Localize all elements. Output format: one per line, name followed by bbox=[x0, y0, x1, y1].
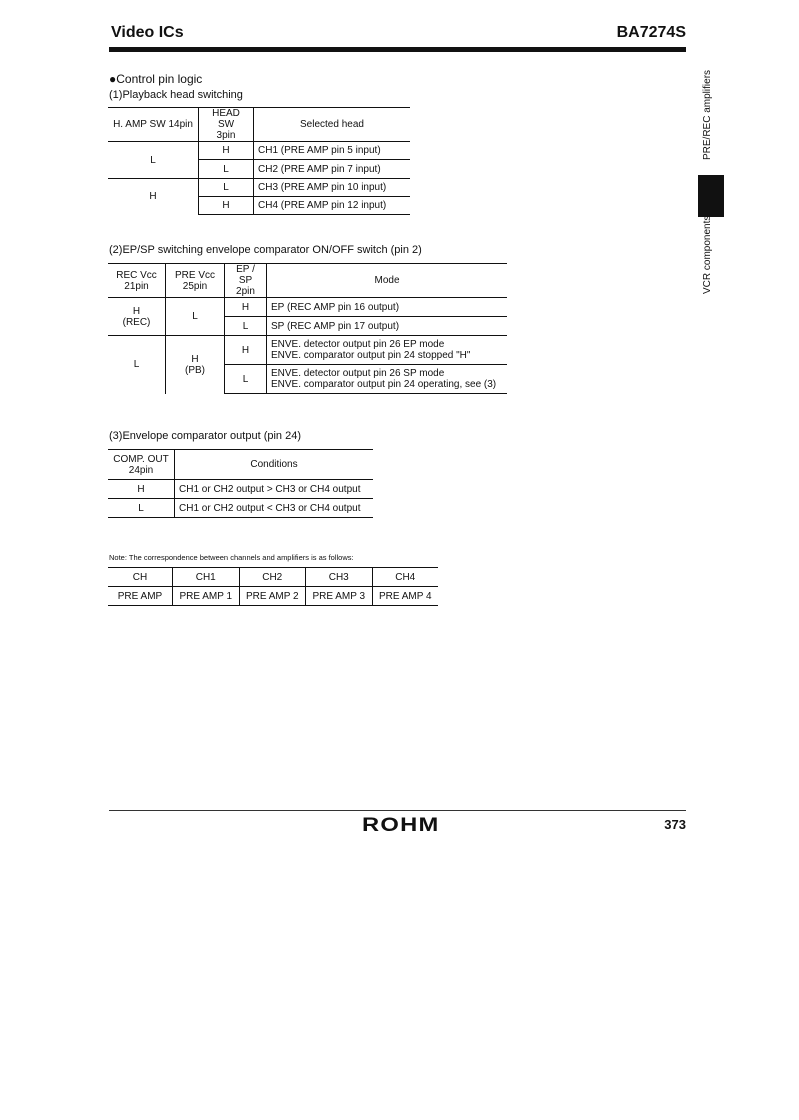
t3-header-conditions: Conditions bbox=[175, 450, 374, 480]
t2-mode-line: ENVE. comparator output pin 24 operating, see (3) bbox=[271, 379, 497, 390]
side-tab-marker bbox=[698, 175, 724, 217]
t3-header-comp bbox=[108, 450, 175, 480]
t2-pre-g2b: (PB) bbox=[185, 364, 205, 376]
table-cell: CH1 or CH2 output < CH3 or CH4 output bbox=[175, 499, 374, 518]
table-playback-head-switching bbox=[108, 107, 410, 215]
t3-header-comp-b: 24pin bbox=[128, 464, 154, 476]
t1-header-head-sw-b: 3pin bbox=[216, 130, 236, 141]
table-cell: SP (REC AMP pin 17 output) bbox=[267, 317, 508, 336]
table-cell: H bbox=[199, 197, 254, 215]
t1-group-l: L bbox=[108, 142, 199, 179]
t2-header-pre-b: 25pin bbox=[182, 280, 208, 292]
table-cell: L bbox=[225, 317, 267, 336]
t1-header-head-sw bbox=[199, 108, 254, 142]
t1-header-selected: Selected head bbox=[254, 108, 411, 142]
table-envelope-comparator bbox=[108, 449, 373, 518]
t2-mode-line: ENVE. detector output pin 26 SP mode bbox=[271, 368, 445, 379]
table-cell: CH2 bbox=[239, 568, 306, 587]
t2-pre-g2a: H bbox=[191, 353, 199, 365]
footer-rule bbox=[109, 810, 686, 811]
side-tab-pre-rec: PRE/REC amplifiers bbox=[702, 69, 713, 160]
table-cell-two-line bbox=[267, 336, 508, 365]
table-cell: H bbox=[199, 142, 254, 160]
t2-mode-line: ENVE. comparator output pin 24 stopped "H" bbox=[271, 350, 471, 361]
side-tab-vcr: VCR components bbox=[702, 215, 713, 294]
t2-rec-g1a: H bbox=[132, 305, 141, 317]
table-cell-two-line bbox=[267, 365, 508, 394]
t2-header-epsp bbox=[225, 264, 267, 298]
table-cell: L bbox=[199, 179, 254, 197]
rohm-logo: ROHM bbox=[362, 815, 440, 836]
table1-title: (1)Playback head switching bbox=[109, 89, 243, 101]
t1-header-head-sw-a: HEAD SW bbox=[212, 108, 240, 130]
note-text: Note: The correspondence between channels and amplifiers is as follows: bbox=[109, 553, 354, 562]
t2-rec-group-2: L bbox=[108, 336, 166, 394]
t3-header-comp-a: COMP. OUT bbox=[113, 453, 169, 465]
t2-header-rec-a: REC Vcc bbox=[116, 269, 157, 281]
table-cell: CH2 (PRE AMP pin 7 input) bbox=[254, 160, 411, 179]
table-ep-sp-switching bbox=[108, 263, 507, 394]
t2-pre-group-2 bbox=[166, 336, 225, 394]
header-part-number: BA7274S bbox=[616, 24, 686, 41]
table-cell: CH1 bbox=[173, 568, 240, 587]
table-cell: EP (REC AMP pin 16 output) bbox=[271, 301, 400, 313]
t2-header-epsp-b: 2pin bbox=[236, 286, 255, 297]
t2-mode-line: ENVE. detector output pin 26 EP mode bbox=[271, 339, 445, 350]
t2-header-rec bbox=[108, 264, 166, 298]
t2-header-epsp-a: EP / SP bbox=[236, 264, 255, 286]
t2-header-pre bbox=[166, 264, 225, 298]
table-cell: CH4 (PRE AMP pin 12 input) bbox=[254, 197, 411, 215]
t1-group-h: H bbox=[108, 179, 199, 215]
t2-rec-g1b: (REC) bbox=[122, 316, 151, 328]
table-cell: CH1 or CH2 output > CH3 or CH4 output bbox=[179, 483, 361, 495]
table-cell: PRE AMP 1 bbox=[173, 587, 240, 606]
t2-rec-group-1 bbox=[108, 298, 166, 336]
header-section-title: Video ICs bbox=[111, 24, 184, 41]
t2-header-mode: Mode bbox=[267, 264, 508, 298]
t2-header-pre-a: PRE Vcc bbox=[174, 269, 215, 281]
table-cell: H bbox=[225, 298, 267, 317]
header-rule bbox=[109, 47, 686, 52]
table-cell: CH4 bbox=[372, 568, 438, 587]
table-cell: L bbox=[225, 365, 267, 394]
table-cell: PRE AMP 2 bbox=[239, 587, 306, 606]
table-cell: CH1 (PRE AMP pin 5 input) bbox=[258, 145, 381, 156]
table-cell: H bbox=[108, 480, 175, 499]
table-cell: L bbox=[108, 499, 175, 518]
table-cell: CH bbox=[108, 568, 173, 587]
table-cell: L bbox=[199, 160, 254, 179]
t2-pre-group-1: L bbox=[166, 298, 225, 336]
t2-header-rec-b: 21pin bbox=[124, 280, 149, 292]
section-heading: ●Control pin logic bbox=[109, 72, 203, 86]
table2-title: (2)EP/SP switching envelope comparator ON/OFF switch (pin 2) bbox=[109, 244, 422, 256]
table-cell: PRE AMP 4 bbox=[372, 587, 438, 606]
table-cell: CH3 bbox=[306, 568, 373, 587]
table-channel-amplifier bbox=[108, 567, 438, 606]
table3-title: (3)Envelope comparator output (pin 24) bbox=[109, 430, 301, 442]
table-cell: CH3 (PRE AMP pin 10 input) bbox=[254, 179, 411, 197]
page-number: 373 bbox=[664, 817, 686, 832]
table-cell: PRE AMP bbox=[108, 587, 173, 606]
t1-header-amp-sw: H. AMP SW 14pin bbox=[108, 108, 199, 142]
table-cell: H bbox=[225, 336, 267, 365]
table-cell: PRE AMP 3 bbox=[306, 587, 373, 606]
